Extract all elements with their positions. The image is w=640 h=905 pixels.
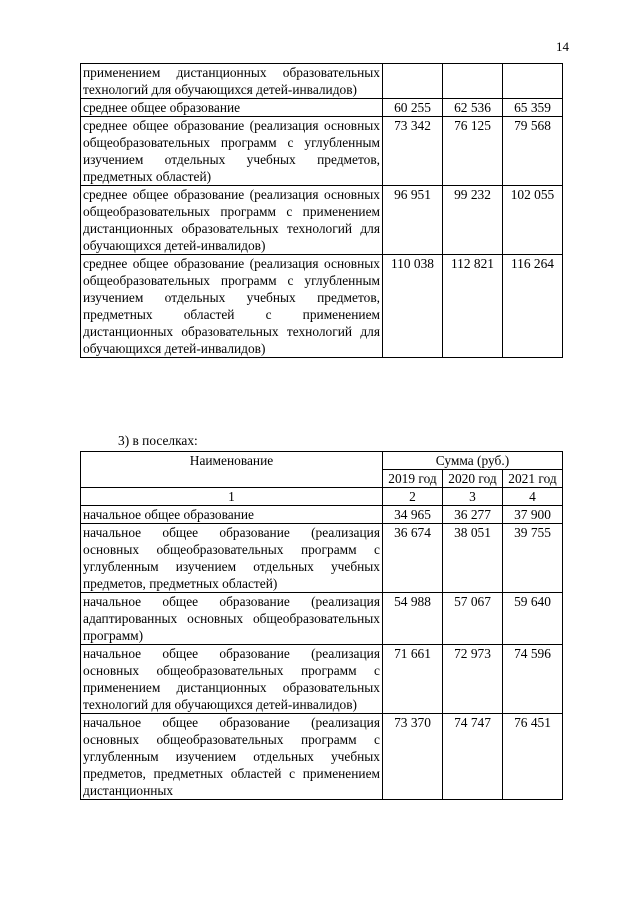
column-number: 3 (443, 488, 503, 506)
value-2020: 57 067 (443, 593, 503, 645)
value-2021: 59 640 (503, 593, 563, 645)
table-row (81, 593, 563, 645)
row-name: среднее общее образование (81, 99, 383, 117)
table-row (81, 255, 563, 358)
row-name: начальное общее образование (реализация основных общеобразовательных программ с углубленным изучением отдельных учебных предметов, предметных областей с применением дистанционных (81, 714, 383, 800)
header-sum: Сумма (руб.) (383, 452, 563, 470)
table-row (81, 506, 563, 524)
value-2021: 65 359 (503, 99, 563, 117)
cost-table-continued (80, 63, 563, 358)
value-2019: 54 988 (383, 593, 443, 645)
header-name: Наименование (81, 452, 383, 488)
value-2020: 38 051 (443, 524, 503, 593)
row-name: начальное общее образование (реализация основных общеобразовательных программ с углубленным изучением отдельных учебных предметов, предметных областей) (81, 524, 383, 593)
value-2021: 116 264 (503, 255, 563, 358)
table-row (81, 117, 563, 186)
value-2021: 39 755 (503, 524, 563, 593)
header-year-2019: 2019 год (383, 470, 443, 488)
value-2021: 74 596 (503, 645, 563, 714)
header-year-2020: 2020 год (443, 470, 503, 488)
value-2020: 36 277 (443, 506, 503, 524)
row-name: среднее общее образование (реализация основных общеобразовательных программ с углубленным изучением отдельных учебных предметов, предметных областей с применением дистанционных образовательных технологий для обучающихся детей-инвалидов) (81, 255, 383, 358)
row-name: начальное общее образование (81, 506, 383, 524)
value-2019: 73 370 (383, 714, 443, 800)
value-2020: 99 232 (443, 186, 503, 255)
value-2020: 76 125 (443, 117, 503, 186)
table-row (81, 186, 563, 255)
value-2021: 102 055 (503, 186, 563, 255)
value-2019: 71 661 (383, 645, 443, 714)
table-row (81, 714, 563, 800)
table-row (81, 64, 563, 99)
value-2019 (383, 64, 443, 99)
value-2021: 76 451 (503, 714, 563, 800)
column-number: 1 (81, 488, 383, 506)
value-2021 (503, 64, 563, 99)
value-2020: 112 821 (443, 255, 503, 358)
row-name: применением дистанционных образовательных технологий для обучающихся детей-инвалидов) (81, 64, 383, 99)
value-2020: 72 973 (443, 645, 503, 714)
value-2019: 60 255 (383, 99, 443, 117)
value-2019: 73 342 (383, 117, 443, 186)
value-2020: 74 747 (443, 714, 503, 800)
row-name: среднее общее образование (реализация основных общеобразовательных программ с углубленным изучением отдельных учебных предметов, предметных областей) (81, 117, 383, 186)
cost-table-settlements (80, 451, 563, 800)
value-2019: 36 674 (383, 524, 443, 593)
column-number-row (81, 488, 563, 506)
row-name: начальное общее образование (реализация адаптированных основных общеобразовательных программ) (81, 593, 383, 645)
table-row (81, 524, 563, 593)
page-number: 14 (556, 39, 569, 54)
header-row (81, 452, 563, 470)
column-number: 4 (503, 488, 563, 506)
value-2021: 79 568 (503, 117, 563, 186)
value-2019: 96 951 (383, 186, 443, 255)
table-row (81, 645, 563, 714)
value-2019: 34 965 (383, 506, 443, 524)
section-label: 3) в поселках: (118, 433, 198, 448)
column-number: 2 (383, 488, 443, 506)
row-name: начальное общее образование (реализация основных общеобразовательных программ с применением дистанционных образовательных технологий для обучающихся детей-инвалидов) (81, 645, 383, 714)
value-2021: 37 900 (503, 506, 563, 524)
table-row (81, 99, 563, 117)
value-2020: 62 536 (443, 99, 503, 117)
header-year-2021: 2021 год (503, 470, 563, 488)
value-2020 (443, 64, 503, 99)
row-name: среднее общее образование (реализация основных общеобразовательных программ с применением дистанционных образовательных технологий для обучающихся детей-инвалидов) (81, 186, 383, 255)
value-2019: 110 038 (383, 255, 443, 358)
